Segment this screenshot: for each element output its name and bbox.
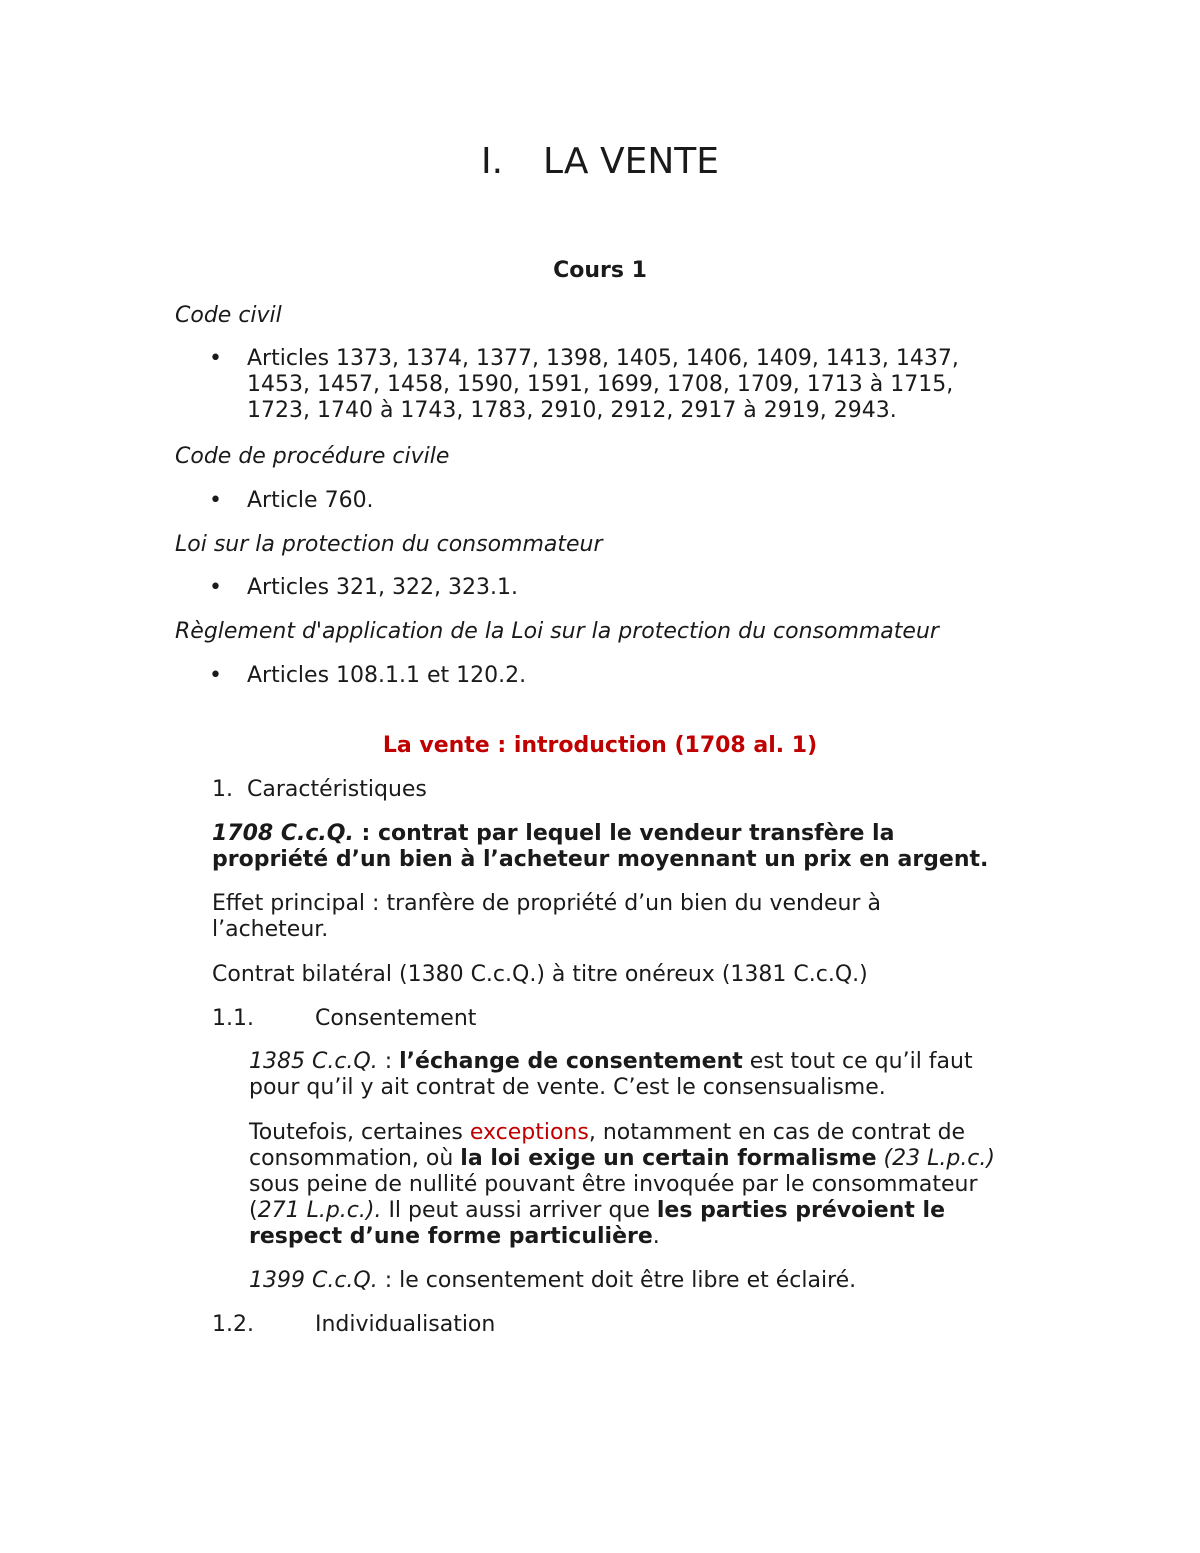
reference: (23 L.p.c.) — [883, 1146, 995, 1171]
subsection-number: 1.2. — [212, 1312, 254, 1337]
paragraph-1399 — [249, 1268, 1009, 1294]
effet-paragraph: Effet principal : tranfère de propriété d’un bien du vendeur à l’acheteur. — [212, 891, 881, 942]
bullet-icon: • — [209, 346, 222, 371]
emphasis: la loi exige un certain formalisme — [460, 1146, 877, 1171]
reference: 1385 C.c.Q. — [249, 1049, 378, 1074]
text — [877, 1146, 884, 1171]
subsection-number: 1.1. — [212, 1006, 254, 1031]
page-title — [0, 141, 1200, 183]
text: sous peine de nullité pouvant être invoquée par le consommateur ( — [249, 1172, 978, 1223]
law-title-code-civil: Code civil — [175, 303, 282, 328]
paragraph-1385 — [249, 1049, 1009, 1101]
law-title-reglement: Règlement d'application de la Loi sur la protection du consommateur — [175, 619, 939, 644]
law-title-lpc: Loi sur la protection du consommateur — [175, 532, 603, 557]
separator: : — [377, 1049, 400, 1074]
paragraph-text: : le consentement doit être libre et éclairé. — [377, 1268, 857, 1293]
law-title-cpc: Code de procédure civile — [175, 444, 450, 469]
reference: 1399 C.c.Q. — [249, 1268, 378, 1293]
subsection-label: Individualisation — [315, 1312, 496, 1337]
definition-reference: 1708 C.c.Q. — [212, 821, 354, 846]
subsection-label: Consentement — [315, 1006, 477, 1031]
text: . — [652, 1224, 660, 1249]
text: Il peut aussi arriver que — [381, 1198, 657, 1223]
articles-cpc: Article 760. — [247, 488, 374, 513]
articles-lpc: Articles 321, 322, 323.1. — [247, 575, 518, 600]
emphasis: les parties prévoient le respect d’une forme particulière — [249, 1198, 946, 1249]
emphasis: l’échange de consentement — [399, 1049, 743, 1074]
text: Toutefois, certaines — [249, 1120, 470, 1145]
course-heading: Cours 1 — [553, 258, 647, 283]
contrat-paragraph: Contrat bilatéral (1380 C.c.Q.) à titre onéreux (1381 C.c.Q.) — [212, 962, 868, 987]
articles-code-civil: Articles 1373, 1374, 1377, 1398, 1405, 1406, 1409, 1413, 1437, 1453, 1457, 1458, 1590, 1591, 1699, 1708, 1709, 1713 à 1715, 1723, 1740 à 1743, 1783, 2910, 2912, 2917 à 2919, 2943. — [247, 346, 959, 423]
bullet-icon: • — [209, 488, 222, 513]
bullet-icon: • — [209, 663, 222, 688]
definition-text: : contrat par lequel le vendeur transfère la propriété d’un bien à l’acheteur moyennant un prix en argent. — [212, 821, 989, 872]
text: , notamment en cas de contrat de consommation, où — [249, 1120, 966, 1171]
paragraph-text: est tout ce qu’il faut pour qu’il y ait contrat de vente. C’est le consensualisme. — [249, 1049, 973, 1100]
item-number: 1. — [212, 777, 233, 802]
item-label: Caractéristiques — [247, 777, 427, 802]
intro-heading: La vente : introduction (1708 al. 1) — [382, 733, 818, 758]
paragraph-toutefois — [249, 1120, 1009, 1250]
articles-reglement: Articles 108.1.1 et 120.2. — [247, 663, 527, 688]
exceptions-highlight: exceptions — [469, 1120, 589, 1145]
bullet-icon: • — [209, 575, 222, 600]
title-text: LA VENTE — [543, 141, 720, 182]
reference: 271 L.p.c.). — [257, 1198, 382, 1223]
title-numeral: I. — [480, 141, 504, 182]
definition-paragraph — [212, 821, 1012, 873]
